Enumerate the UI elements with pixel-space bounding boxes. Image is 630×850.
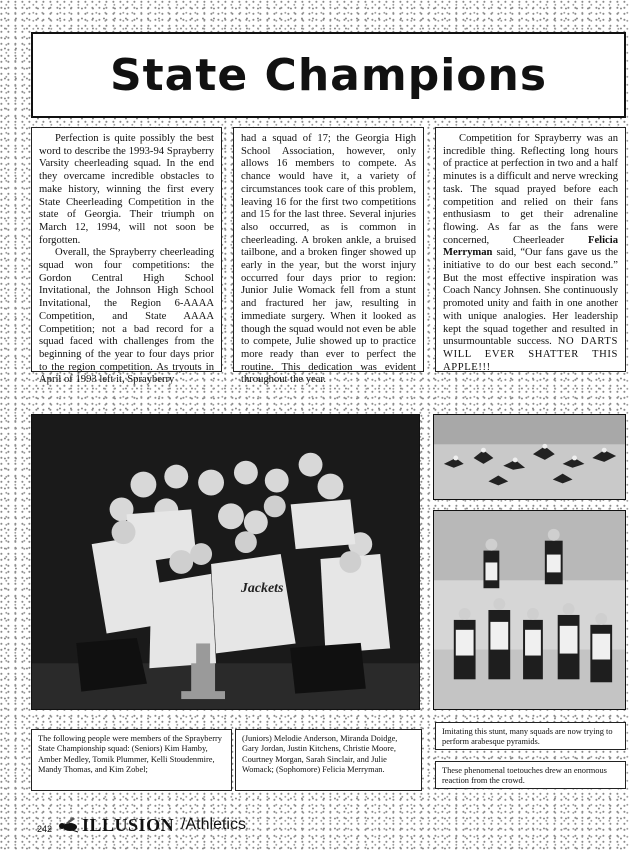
- article-column-3: [435, 127, 626, 372]
- closing-slogan: NO DARTS WILL EVER SHATTER THIS APPLE!!!: [443, 336, 618, 373]
- page-title: State Champions: [109, 49, 548, 101]
- team-photo: [31, 414, 420, 710]
- team-photo-image: [32, 415, 419, 709]
- article-column-1: [31, 127, 222, 386]
- page-footer: [37, 813, 246, 837]
- page-number: 242: [37, 824, 53, 834]
- caption-toetouch: These phenomenal toetouches drew an enormous reaction from the crowd.: [435, 761, 626, 789]
- article-text: said, “Our fans gave us the initiative to do our best each second.” But the most effective inspiration was Coach Nancy Johnsen. She continuously promoted unity and faith in one another with unique analogies. Her leadership kept the squad together and resulted in unsurmountable success.: [443, 247, 618, 348]
- toetouch-photo: [433, 414, 626, 500]
- section-label: /Athletics: [181, 816, 246, 833]
- pyramid-stunt-photo: [433, 510, 626, 710]
- yearbook-brand: ILLUSION: [82, 814, 175, 835]
- shirt-lettering: Jackets: [240, 580, 284, 596]
- quoted-name: Felicia Merryman: [443, 234, 618, 259]
- yellow-jacket-icon: [57, 816, 79, 834]
- caption-stunt: Imitating this stunt, many squads are now trying to perform arabesque pyramids.: [435, 722, 626, 750]
- caption-squad-members-continued: (Juniors) Melodie Anderson, Miranda Doidge, Gary Jordan, Justin Kitchens, Christie Moore, Courtney Morgan, Sarah Sinclair, and Julie Womack; (Sophomore) Felicia Merryman.: [235, 729, 422, 791]
- title-box: [31, 32, 626, 118]
- article-column-2: [233, 127, 424, 386]
- article-paragraph: Overall, the Sprayberry cheerleading squad won four competitions: the Gordon Central High School Invitational, the Johnson High School Invitational, the Region 6-AAAA Competition, and State AAAA Competition; not a bad record for a squad faced with challenges from the beginning of the year to four days prior to the region competition. As tryouts in April of 1993 left it, Sprayberry: [39, 247, 214, 386]
- article-paragraph: [443, 133, 618, 374]
- article-paragraph: Perfection is quite possibly the best word to describe the 1993-94 Sprayberry Varsity cheerleading squad. In the end they overcame incredible obstacles to make history, winning the first every State Cheerleading Competition in the state of Georgia. Their triumph on March 12, 1994, will not soon be forgotten.: [39, 133, 214, 246]
- article-paragraph: had a squad of 17; the Georgia High School Association, however, only allows 16 members to compete. As chance would have it, a variety of circumstances took care of this problem, leaving 16 for the first two competitions and 15 for the last three. Several injuries also occurred, as is common in cheerleading. A broken ankle, a bruised tailbone, and a broken finger showed up early in the year, but the worst injury occurred four days prior to region: Junior Julie Womack fell from a stunt and fractured her jaw, resulting in immediate surgery. When it looked as though the squad would not even be able to compete, Julie showed up to practice more ready than ever to perfect the routine. This dedication was evident throughout the year.: [241, 133, 416, 386]
- pyramid-stunt-photo-image: [434, 511, 625, 709]
- article-text: Competition for Sprayberry was an incredible thing. Reflecting long hours of practice at perfection in two and a half minutes is a difficult and nerve wrecking task. The squad prayed before each competition and relied on their fans enthusiasm to get their adrenaline flowing. As far as the fans were concerned, Cheerleader: [443, 133, 618, 246]
- toetouch-photo-image: [434, 415, 625, 499]
- caption-squad-members: The following people were members of the Sprayberry State Championship squad: (Seniors) Kim Hamby, Amber Medley, Tomik Plummer, Kelli Stoudenmire, Mandy Thomas, and Kim Zobel;: [31, 729, 232, 791]
